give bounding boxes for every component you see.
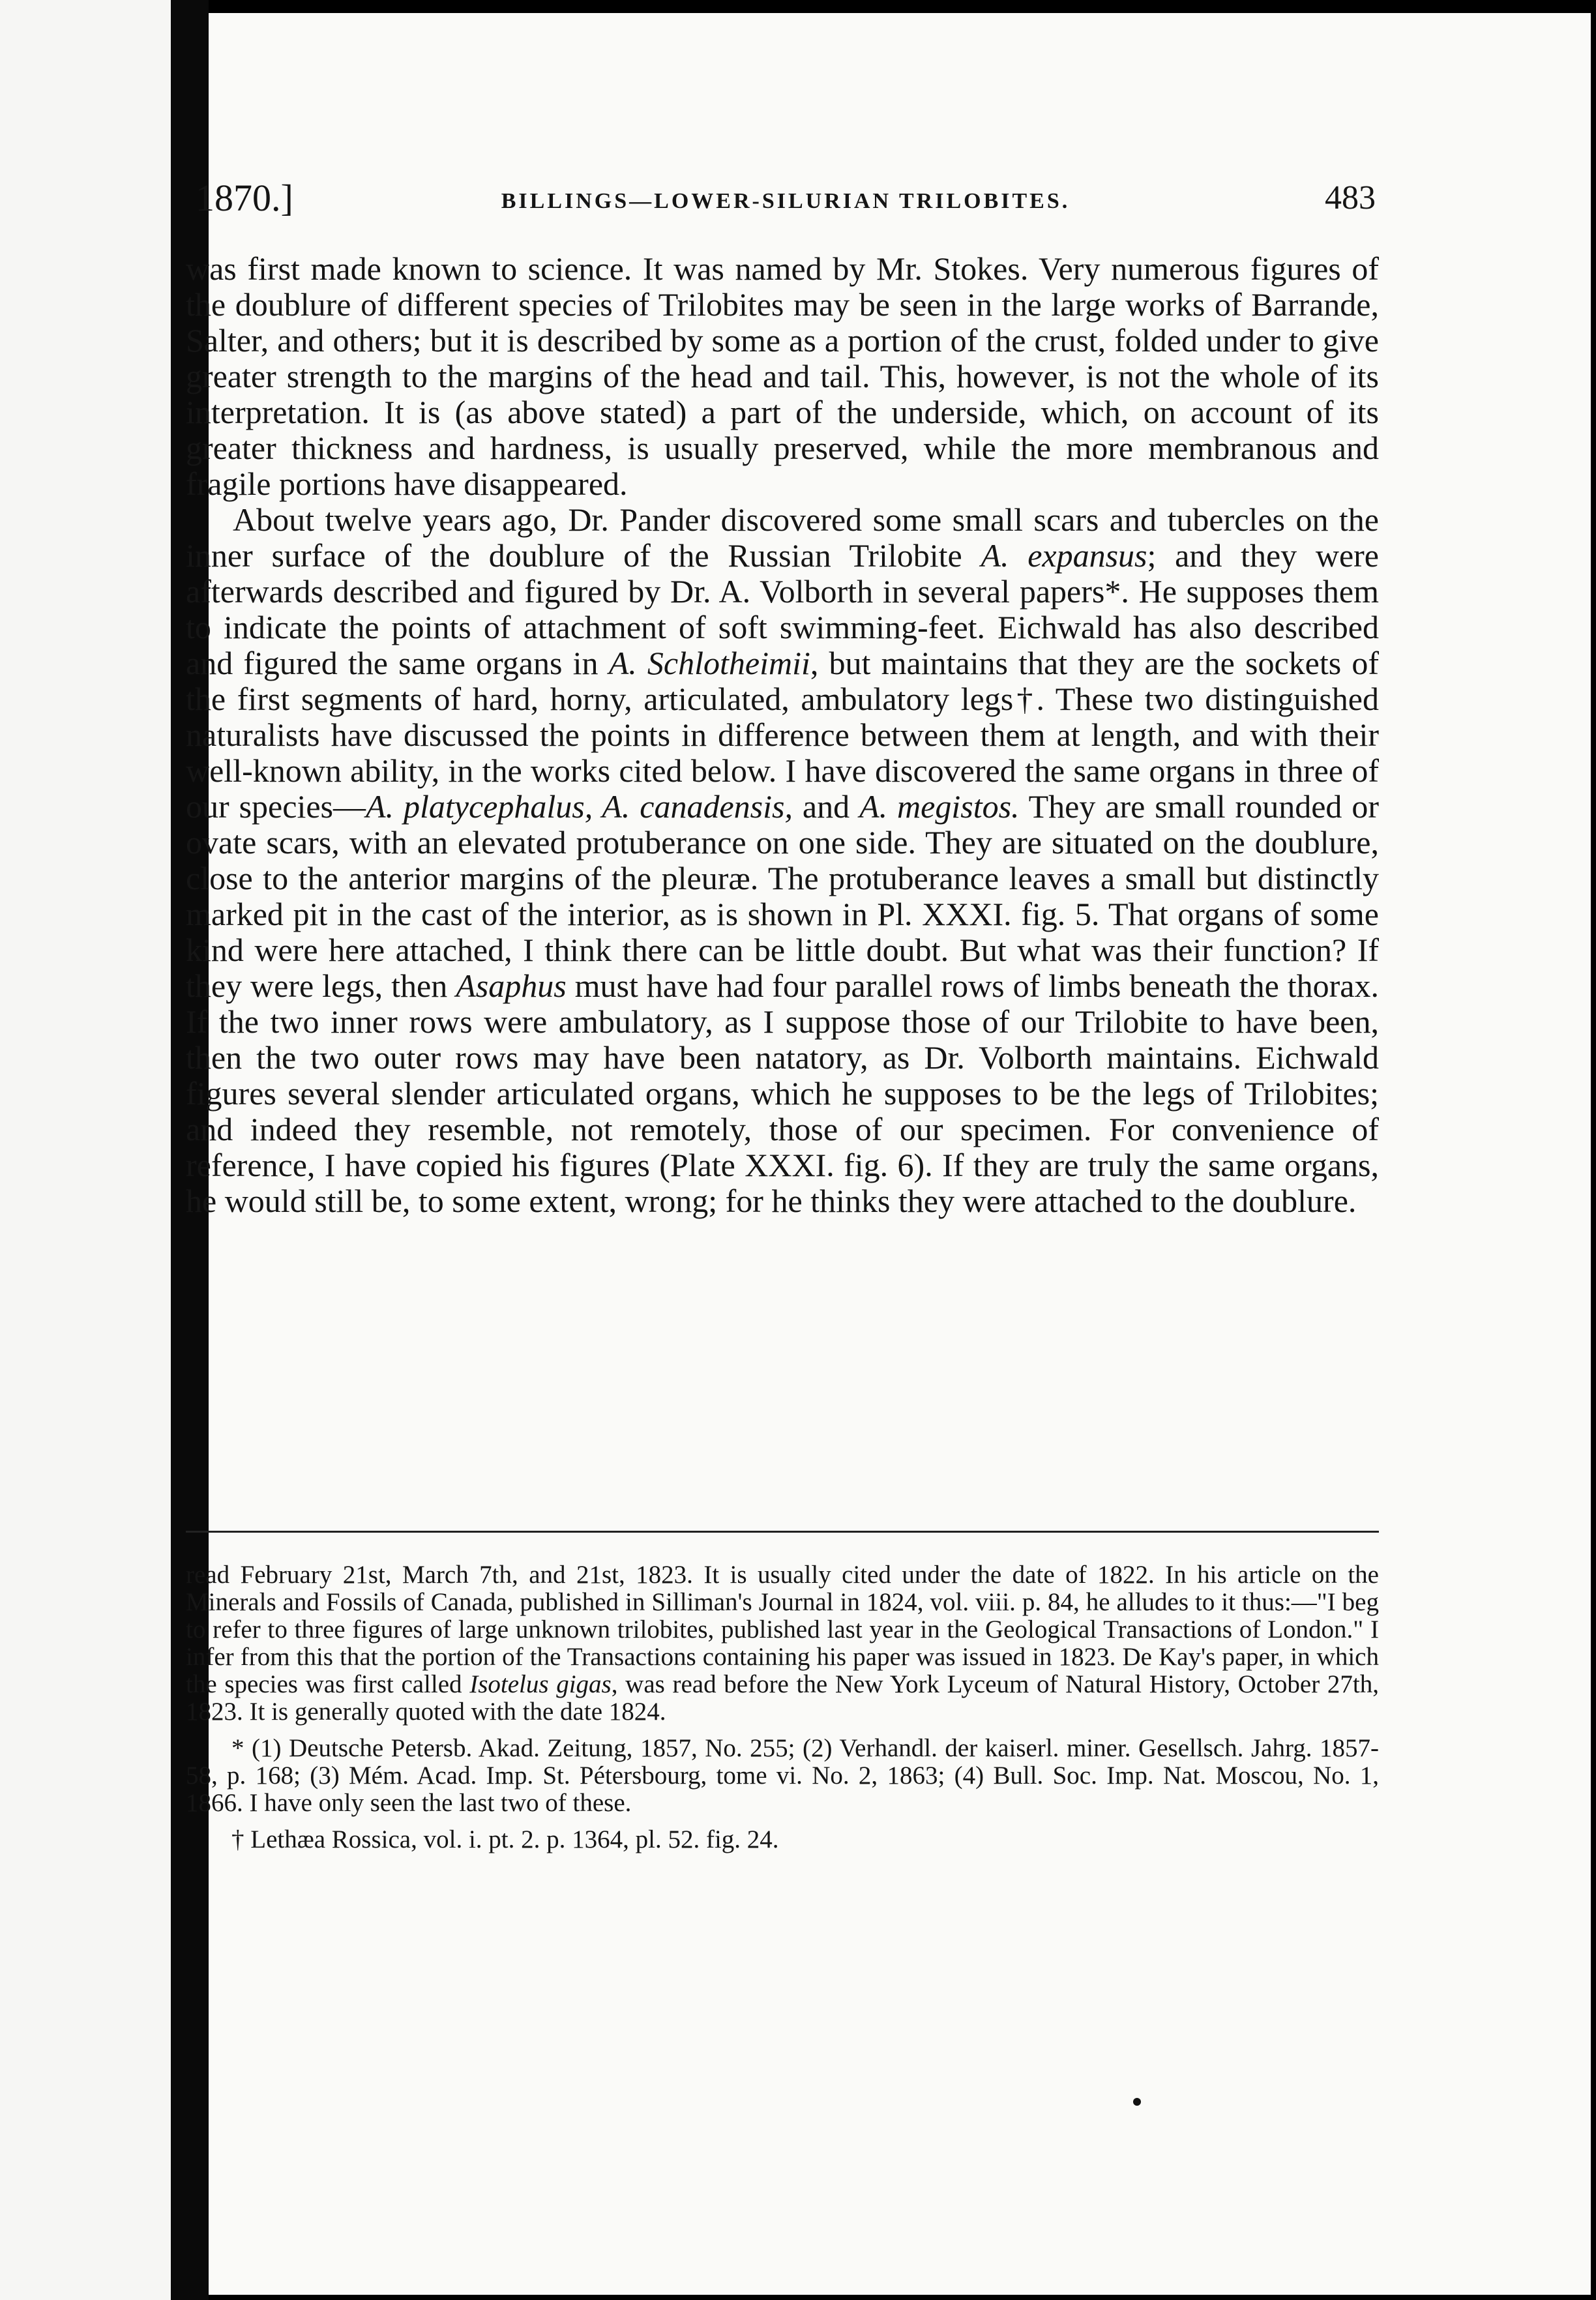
- footnote-continued: [186, 1561, 1379, 1726]
- page-number: 483: [1325, 179, 1376, 216]
- species-name: A. platycephalus, A. canadensis,: [366, 788, 793, 825]
- text-run: must have had four parallel rows of limbs beneath the thorax. If the two inner rows were ambulatory, as I suppose those of our Trilobite to have been, then the two outer rows may have been natatory, as Dr. Volborth maintains. Eichwald figures several slender articulated organs, which he supposes to be the legs of Trilobites; and indeed they resemble, not remotely, those of our specimen. For convenience of reference, I have copied his figures (Plate XXXI. fig. 6). If they are truly the same organs, he would still be, to some extent, wrong; for he thinks they were attached to the doublure.: [186, 967, 1379, 1219]
- genus-name: Asaphus: [456, 967, 567, 1004]
- footnotes: [186, 1561, 1379, 1853]
- running-head: BILLINGS—LOWER-SILURIAN TRILOBITES.: [501, 189, 1071, 213]
- header-year: 1870.]: [196, 177, 293, 219]
- text-run: About twelve years ago, Dr. Pander discovered some small scars and tubercles on the inner surface of the doublure of the Russian Trilobite: [186, 501, 1379, 574]
- text-run: read February 21st, March 7th, and 21st, 1823. It is usually cited under the date of 1822. In his article on the Minerals and Fossils of Canada, published in Silliman's Journal in 1824, vol. viii. p. 84, he alludes to it thus:—"I beg to refer to three figures of large unknown trilobites, published last year in the Geological Transactions of London." I infer from this that the portion of the Transactions containing his paper was issued in 1823. De Kay's paper, in which the species was first called: [186, 1561, 1379, 1698]
- species-name: A. megistos.: [859, 788, 1020, 825]
- footnote-star: * (1) Deutsche Petersb. Akad. Zeitung, 1857, No. 255; (2) Verhandl. der kaiserl. miner. Gesellsch. Jahrg. 1857-58, p. 168; (3) Mém. Acad. Imp. St. Pétersbourg, tome vi. No. 2, 1863; (4) Bull. Soc. Imp. Nat. Moscou, No. 1, 1866. I have only seen the last two of these.: [186, 1734, 1379, 1817]
- text-run: and: [792, 788, 860, 825]
- species-name: Isotelus gigas: [469, 1670, 612, 1698]
- ink-spot: [1133, 2098, 1141, 2106]
- paragraph-2: [186, 502, 1379, 1219]
- text-run: They are small rounded or ovate scars, with an elevated protuberance on one side. They are situated on the doublure, close to the anterior margins of the pleuræ. The protuberance leaves a small but distinctly marked pit in the cast of the interior, as is shown in Pl. XXXI. fig. 5. That organs of some kind were here attached, I think there can be little doubt. But what was their function? If they were legs, then: [186, 788, 1380, 1004]
- text-run: , was read before the New York Lyceum of Natural History, October 27th, 1823. It is generally quoted with the date 1824.: [186, 1670, 1379, 1726]
- page-header: [196, 163, 1376, 235]
- footnote-divider: [186, 1531, 1379, 1533]
- text-run: , but maintains that they are the sockets of the first segments of hard, horny, articulated, ambulatory legs†. These two distinguished naturalists have discussed the points in difference between them at length, and with their well-known ability, in the works cited below. I have discovered the same organs in three of our species—: [186, 645, 1380, 825]
- facing-page-edge: [0, 0, 171, 2300]
- species-name: A. expansus: [981, 537, 1147, 574]
- species-name: A. Schlotheimii: [608, 645, 810, 681]
- paragraph-1: was first made known to science. It was named by Mr. Stokes. Very numerous figures of the doublure of different species of Trilobites may be seen in the large works of Barrande, Salter, and others; but it is described by some as a portion of the crust, folded under to give greater strength to the margins of the head and tail. This, however, is not the whole of its interpretation. It is (as above stated) a part of the underside, which, on account of its greater thickness and hardness, is usually preserved, while the more membranous and fragile portions have disappeared.: [186, 250, 1379, 502]
- text-run: ; and they were afterwards described and figured by Dr. A. Volborth in several papers*. He supposes them to indicate the points of attachment of soft swimming-feet. Eichwald has also described and figured the same organs in: [186, 537, 1380, 681]
- body-text: [186, 251, 1379, 1219]
- footnote-dagger: † Lethæa Rossica, vol. i. pt. 2. p. 1364, pl. 52. fig. 24.: [231, 1825, 779, 1853]
